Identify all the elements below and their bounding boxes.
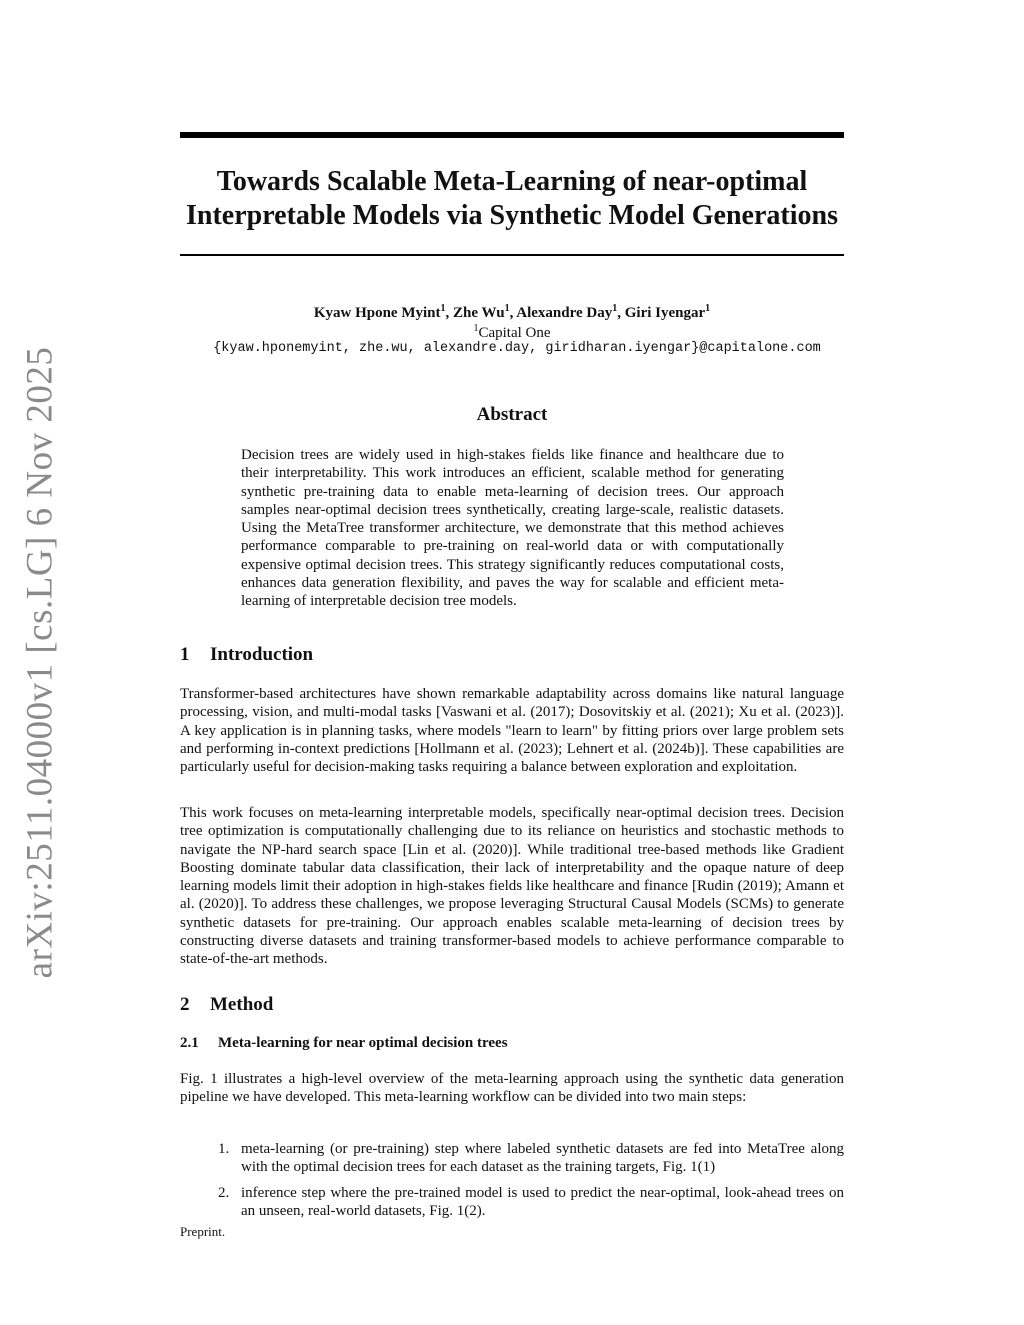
author-emails: {kyaw.hponemyint, zhe.wu, alexandre.day, giridharan.iyengar}@capitalone.com [213, 341, 821, 356]
author-name: Alexandre Day [516, 305, 613, 321]
arxiv-stamp [14, 346, 66, 979]
arxiv-id: arXiv:2511.04000v1 [cs.LG] 6 Nov 2025 [19, 346, 61, 979]
author-list: Kyaw Hpone Myint$^1$, Zhe Wu$^1$, Alexandre Day$^1$, Giri Iyengar$^1$ [313, 303, 711, 321]
section-heading-introduction: 1 Introduction [180, 644, 314, 665]
title-rule-top [180, 132, 844, 138]
title-rule-bottom [180, 254, 844, 256]
steps-list [218, 1140, 844, 1227]
subsection-heading: 2.1 Meta-learning for near optimal decision trees [180, 1035, 508, 1051]
intro-paragraph-1: Transformer-based architectures have shown remarkable adaptability across domains like natural language processing, vision, and multi-modal tasks [Vaswani et al. (2017); Dosovitskiy et al. (2021); Xu et al. (2023)]. A key application is in planning tasks, where models "learn to learn" by fitting priors over large problem sets and performing in-context predictions [Hollmann et al. (2023); Lehnert et al. (2024b)]. These capabilities are particularly useful for decision-making tasks requiring a balance between exploration and exploitation. [180, 686, 844, 776]
footer-preprint: Preprint. [180, 1224, 226, 1239]
list-item: 1. meta-learning (or pre-training) step where labeled synthetic datasets are fed into MetaTree along with the optimal decision trees for each dataset as the training targets, Fig. 1(1) [218, 1141, 844, 1176]
affiliation: $^1$Capital One [473, 323, 551, 341]
author-name: Zhe Wu [453, 305, 505, 321]
intro-paragraph-2: This work focuses on meta-learning interpretable models, specifically near-optimal decision trees. Decision tree optimization is computationally challenging due to its reliance on heuristics and stochastic methods to navigate the NP-hard search space [Lin et al. (2020)]. While traditional tree-based methods like Gradient Boosting dominate tabular data classification, their lack of interpretability and the opaque nature of deep learning models limit their adoption in high-stakes fields like healthcare and finance [Rudin (2019); Amann et al. (2020)]. To address these challenges, we propose leveraging Structural Causal Models (SCMs) to generate synthetic datasets for pre-training. Our approach enables scalable meta-learning of decision trees by constructing diverse datasets and training transformer-based models to achieve performance comparable to state-of-the-art methods. [180, 805, 844, 968]
paper-title: Towards Scalable Meta-Learning of near-optimal Interpretable Models via Synthetic Model Generations [186, 166, 838, 231]
author-name: Giri Iyengar [624, 305, 706, 321]
author-name: Kyaw Hpone Myint [313, 305, 441, 321]
abstract-text: Decision trees are widely used in high-stakes fields like finance and healthcare due to their interpretability. This work introduces an efficient, scalable method for generating synthetic pre-training data to enable meta-learning of decision trees. Our approach samples near-optimal decision trees synthetically, creating large-scale, realistic datasets. Using the MetaTree transformer architecture, we demonstrate that this method achieves performance comparable to pre-training on real-world data or with computationally expensive optimal decision trees. This strategy significantly reduces computational costs, enhances data generation flexibility, and paves the way for scalable and efficient meta-learning of interpretable decision tree models. [241, 447, 784, 610]
section-heading-method: 2 Method [180, 994, 274, 1015]
abstract-heading: Abstract [476, 404, 548, 425]
list-item: 2. inference step where the pre-trained model is used to predict the near-optimal, look-ahead trees on an unseen, real-world datasets, Fig. 1(2). [218, 1184, 844, 1219]
method-paragraph-1: Fig. 1 illustrates a high-level overview of the meta-learning approach using the synthetic data generation pipeline we have developed. This meta-learning workflow can be divided into two main steps: [180, 1071, 844, 1106]
